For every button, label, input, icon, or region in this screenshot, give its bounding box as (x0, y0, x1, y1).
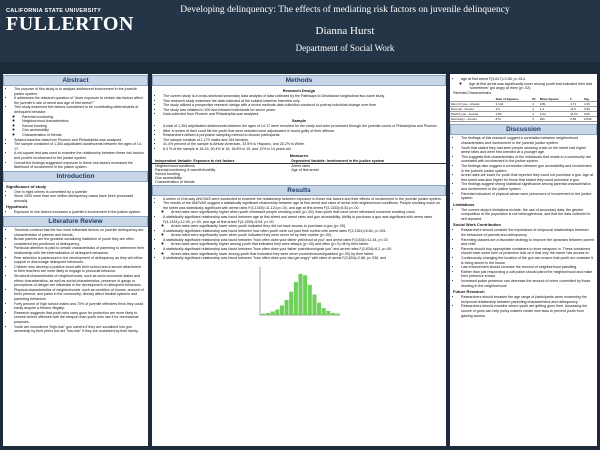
significance-item: • One in eight crimes is committed by a juvenile (14, 190, 145, 195)
right-column (450, 74, 597, 446)
stats-table-title: Parental Characteristics (453, 90, 492, 95)
measure-cell: School bonding (155, 171, 180, 176)
significance-body (3, 190, 148, 204)
histogram-bar (303, 275, 307, 315)
limitations-item: • The current study's limitations include: the use of secondary data, the gender composition of the population is not heterogeneous, and that the data collected is self-reported. (461, 208, 594, 222)
histogram-bar (308, 285, 312, 315)
histogram-bar (271, 311, 275, 314)
hypothesis-item: • Exposure to risk factors increases a juvenile's involvement in the justice system. (14, 210, 145, 215)
measure-cell: Age of first arrest (291, 167, 319, 172)
measures-title: Measures (289, 152, 309, 158)
practice-body (450, 228, 597, 288)
histogram-bar (280, 305, 284, 315)
design-item: • Data collected from Phoenix and Philadelphia was analyzed. (163, 112, 443, 117)
stats-cell: 2.83 (495, 112, 532, 117)
results-heading: Results (152, 185, 446, 196)
practice-item: • Increased police presence can decrease the amount of crime committed by those residing in the neighborhood. (461, 279, 594, 288)
practice-item: • Rather than just responding a call police should patrol the neighborhood and make their presence known. (461, 270, 594, 279)
university-logo (6, 8, 134, 35)
stats-cell: Dad hit you - Arrests (450, 112, 495, 117)
discussion-item: • Youth that stated they had seen people smoking crack on the street had higher arrest rates and were first arrested at a younger age. (461, 146, 594, 155)
middle-column (152, 74, 446, 446)
future-item: • Researchers should broaden the age range of participants when examining the reciprocal relationship between parenting characteristics and delinquency. (461, 295, 594, 304)
discussion-item: • The findings also suggest a correlation between gun accessibility and involvement in the juvenile justice system. (461, 164, 594, 173)
stats-cell: 0.036 (583, 117, 597, 122)
poster-department: Department of Social Work (295, 43, 395, 53)
factor-item: ◦ Characteristics of friends (22, 133, 145, 138)
stats-cell: 3 (531, 112, 539, 117)
results-item: • A series of One-way ANOVAS were conducted to examine the relationship between exposure to these risk factors and their effects of involvement in the juvenile justice system. (163, 197, 443, 202)
future-item: • Researchers should examine where youth are getting guns from. Assessing the source of guns can help policy makers create new laws to prevent youth from gaining access. (461, 304, 594, 318)
literature-item: • Peer selection is paramount in the development of delinquency as they will either support or discourage delinquent behaviors. (14, 256, 145, 265)
results-item: • A statistically significant relationship was found between age at first arrest and arrest rates and gun accessibility. Ability to purchase a gun was significant with arrest rates F(4,1334)=12.99, p<.00, and age at first arrest F(4,1309)=5.54, p<.00. (163, 215, 443, 224)
stats-cell: 9.44 (539, 112, 569, 117)
stats-cell: 3 (531, 117, 539, 122)
methods-heading: Methods (152, 75, 446, 86)
future-research-body (450, 295, 597, 318)
design-item: • The current study is a cross-sectional secondary data analysis of data collected by the Pathways to Desistance longitudinal two-wave study. (163, 94, 443, 99)
literature-item: • Children who develop a positive bond with their school and a secure attachment to their teachers are more likely to engage in prosocial behavior. (14, 265, 145, 274)
histogram-bar (289, 292, 293, 315)
abstract-item: • The purpose of this study is to analyze adolescent involvement in the juvenile justice system. (14, 87, 145, 96)
discussion-body (450, 136, 597, 200)
discussion-item: • This suggests that characteristics of the individuals that reside in a community are correlated with involvement in the justice system. (461, 155, 594, 164)
results-item: • A statistically significant relationship was found between "how often does your father push/shove/grab you" and arrest rates F(3,834)=8.2, p<.00. (163, 247, 443, 252)
measure-cell: Gun accessibility (155, 175, 182, 180)
stats-cell: 0.00 (583, 112, 597, 117)
limitations-title: Limitations (453, 201, 475, 207)
literature-item: • Youth are considered "high-risk" gun owners if they are socialized into gun ownership by their peers but are "low-risk" if they are socialized by their family. (14, 325, 145, 334)
stats-col-header: Sig. (583, 97, 597, 102)
stats-cell: 3.9 (495, 107, 532, 112)
poster-title: Developing delinquency: The effects of mediating risk factors on juvenile delinquency (180, 5, 510, 15)
stats-col-header: Df (531, 97, 539, 102)
literature-body (3, 228, 148, 334)
results-subitem: ◦ Arrest rated were significantly lower when youth indicated they were never hit by their mother (p<.00). (171, 233, 443, 238)
stats-cell: 4.45 (583, 102, 597, 107)
research-design-body (152, 94, 446, 117)
design-item: • The study was initiated in 200 and followed individuals for seven years. (163, 108, 443, 113)
sample-item: • Researchers utilized a purposive sampling method to choose participants. (163, 133, 443, 138)
design-item: • The study utilized a prospective research design with a mixed methods data collection construct to portray individual change over time. (163, 103, 443, 108)
stats-cell: 3 (531, 102, 539, 107)
sample-item: • 41.4% percent of the sample is African American, 33.5% is Hispanic, and 20.2% is White. (163, 142, 443, 147)
literature-item: • Particular attention is paid to certain characteristics of parenting to determine their relationship with the externalization of delinquent behaviors. (14, 246, 145, 255)
histogram-bar (312, 294, 316, 315)
results-item: • A statistically significant relationship was found between how often youth were out past their curfew with arrest rates F(3,1351)=5.84, p<.001. (163, 229, 443, 234)
stats-cell: 1.3 (539, 107, 569, 112)
stats-cell: 11.54 (569, 112, 583, 117)
measure-cell: Parental monitoring & warmth/hostility (155, 167, 216, 172)
practice-item: • Continuously changing the location of the gun can ensure that youth are unaware it is being stored in the house. (461, 256, 594, 265)
factor-item: ◦ Neighborhood characteristics (22, 119, 145, 124)
results-subitem: ◦ Arrest rates were significantly higher when youth witnessed people smoking crack (p<.00), than youth that have never witnessed someone smoking crack. (171, 210, 443, 215)
histogram-bar (317, 303, 321, 315)
discussion-item: • Parental indicators of physical abuse were precursors of involvement in the justice system. (461, 192, 594, 201)
discussion-item: • The findings of this research suggest a correlation between neighborhood characteristics and involvement in the juvenile justice system. (461, 136, 594, 145)
histogram-bar (266, 313, 270, 315)
measure-cell: Characteristics of friends (155, 179, 195, 184)
abstract-item: • Overall the findings suggested exposure to these risk factors increased the likelihood of involvement in the justice system. (14, 161, 145, 170)
results-item: • A statistically significant relationship was found between "how often does your father yell/shout at you" and arrest rates F(3,834)=11.54, p<.00. (163, 238, 443, 243)
stats-cell: 3 (531, 107, 539, 112)
sample-item: • A total of 1,354 adjudicated adolescents between the ages of 14-17 were recruited for the study and were processed through the juvenile courts of Philadelphia and Phoenix. (163, 124, 443, 129)
limitations-body (450, 208, 597, 222)
results-item: • The results of the ANOVAS suggest a statistically significant relationship between age at first arrest and rates of arrest with neighborhood conditions. People smoking crack on the street was statistically significant with arrest rates F(3,1345)=11.124,p<.00, and age at first arrest F(3,1333)=6.52,p<.00. (163, 201, 443, 210)
stats-cell: 1.144 (495, 102, 532, 107)
abstract-body (3, 87, 148, 170)
results-subitem: ◦ Arrest rates were significantly lower among youth that indicated they were never pushed/shoved/grabbed (p<.00) by their father. (171, 252, 443, 257)
sample-item: • 8.3 % of the sample is 18-19, 30.4% is 16, 18.8% is 15, and 12% is 14 years old. (163, 147, 443, 152)
measure-cell: Neighborhood conditions (155, 163, 195, 168)
histogram-bar (336, 313, 340, 314)
practice-item: • Parenting classes are a favorable strategy to improve the dynamics between parent and child. (461, 238, 594, 247)
stats-cell: 2.86 (569, 117, 583, 122)
practice-item: • Parents should buy appropriate containers to store weapons in. These containers should have some form of protective lock on it that only the owner has access to. (461, 247, 594, 256)
stats-cell: Dad angry - Arrests (450, 117, 495, 122)
discussion-item: • The findings suggest strong statistical significance among parental characteristics and involvement in the justice system. (461, 182, 594, 191)
literature-item: • Structural characteristics of neighborhoods, such as socio-economic status and ethnic characteristics, as well as social characteristics, presence of gangs or perceptions of danger are influential in the development of delinquent behaviors. (14, 274, 145, 288)
factor-item: ◦ Parental monitoring (22, 115, 145, 120)
histogram-bar (294, 282, 298, 315)
stats-row (450, 117, 597, 122)
stats-cell: 0.00 (583, 107, 597, 112)
results-continued (450, 77, 597, 91)
histogram-bar (275, 309, 279, 314)
discussion-item: • Arrest rates are lower for youth that reported they could not purchase a gun. Age at first arrest was also higher for those that stated they could purchase a gun. (461, 173, 594, 182)
literature-item: • Physical characteristics of neighborhoods, such as condition of homes, amount of trees present, and parks in the community, directly affect familial systems and parenting behaviors. (14, 288, 145, 302)
left-column (3, 74, 148, 446)
stats-cell: 291 (539, 117, 569, 122)
independent-variable-header: Independent Variable: Exposure to risk factors (152, 159, 288, 164)
stats-cell: Mom hit you - Arrests (450, 102, 495, 107)
stats-col-header: Sum of Squares (495, 97, 532, 102)
logo-main-text: FULLERTON (6, 13, 134, 35)
future-research-title: Future Research (453, 289, 485, 295)
results-subitem: ◦ Arrest rates were significantly lower when youth indicated they did not have access to purchase a gun (p<.00). (171, 224, 443, 229)
literature-heading: Literature Review (3, 216, 148, 227)
stats-col-header: Mean Square (539, 97, 569, 102)
factor-item: ◦ Gun accessibility (22, 128, 145, 133)
introduction-heading: Introduction (3, 171, 148, 182)
research-design-title: Research Design (282, 88, 316, 93)
results-histogram (254, 263, 344, 321)
abstract-item: • Subject-baseline data from Phoenix and Philadelphia was analyzed. (14, 138, 145, 143)
sample-body (152, 124, 446, 152)
discussion-heading: Discussion (450, 124, 597, 135)
literature-item: • Theorists contend that the two most influential factors on juvenile delinquency are characteristics of parents and friends. (14, 228, 145, 237)
histogram-bar (326, 311, 330, 315)
stats-table (450, 97, 597, 122)
sample-item: • After a review of their court file the youth that were selected were adjudicated or found guilty of their offense. (163, 129, 443, 134)
histogram-bar (285, 300, 289, 315)
results-body (152, 197, 446, 261)
stats-cell: 874 (495, 117, 532, 122)
abstract-item: • The sample consisted of 1,354 adjudicated adolescents between the ages of 14-17. (14, 142, 145, 151)
practice-item: • Law enforcement should increase the amount of neighborhood patrolling. (461, 265, 594, 270)
factor-item: ◦ School bonding (22, 124, 145, 129)
hypothesis-title: Hypothesis (6, 204, 28, 210)
histogram-bar (261, 313, 265, 314)
measures-table (152, 159, 446, 184)
literature-item: • Forty percent of high school males and 70% of juvenile offenders think they could easily acquire a firearm illegally. (14, 302, 145, 311)
literature-item: • Brown parents are the greatest socializing institution of youth they are often considered key predictors of delinquency. (14, 237, 145, 246)
significance-item: • Since 1993 more than one million delinquency cases have been processed annually (14, 194, 145, 203)
practice-title: Social Work Contribution (453, 222, 501, 228)
abstract-heading: Abstract (3, 75, 148, 86)
poster-author: Dianna Hurst (315, 25, 375, 37)
dependent-variable-header: Dependent Variable: Involvement in the justice system (288, 159, 446, 164)
stats-cell: 11.5 (569, 107, 583, 112)
logo-top-text: CALIFORNIA STATE UNIVERSITY (6, 8, 102, 14)
stats-cell: 3.81 (539, 102, 569, 107)
practice-item: • Researchers should consider the importance of reciprocal relationships between the behaviors of parents and delinquency. (461, 228, 594, 237)
abstract-item: • This study examined five factors considered to be contributing determinants of delinquent behavior: (14, 105, 145, 114)
results-continued-subitem: ◦ Age at first arrest was significantly lower among youth that indicated their dad "sometimes" got angry at them (p<.02). (469, 82, 594, 91)
poster-header (0, 0, 600, 62)
stats-cell: 4.71 (569, 102, 583, 107)
measure-cell: Arrest rates (291, 163, 310, 168)
sample-item: • The sample consists of 1,170 males and 184 females. (163, 138, 443, 143)
literature-item: • Research suggests that youth who carry guns for protection are more likely to commit violent offenses with the weapon than youth who use it for recreational purposes. (14, 311, 145, 325)
histogram-bar (322, 308, 326, 315)
abstract-item: • It addresses the research question of "does exposure to certain risk factors affect the juvenile's rate of arrest and age of first arrest?" (14, 96, 145, 105)
stats-cell: Dad yell - Arrests (450, 107, 495, 112)
significance-title: Significance of study (6, 183, 47, 189)
results-subitem: ◦ Arrest rates were significantly higher among youth that indicated they were always (p<.00) and often (p<.5) hit by their father. (171, 242, 443, 247)
histogram-bar (331, 313, 335, 315)
hypothesis-body (3, 210, 148, 215)
results-item: • A statistically significant relationship was found between "how often does your dad get angry" with rates of arrest F(3,834)=2.86, p<.036, and (163, 256, 443, 261)
sample-title: Sample (291, 117, 307, 123)
histogram-bar (298, 274, 302, 315)
stats-col-header: F (569, 97, 583, 102)
abstract-item: • A chi-square test was used to examine the relationship between these risk factors and youth's involvement in the justice system. (14, 151, 145, 160)
design-item: • This research study examines the data collected at the subject-baseline interview only. (163, 99, 443, 104)
results-continued-item: • age at first arrest F(3,817)=3.58, p<.014. (461, 77, 594, 82)
